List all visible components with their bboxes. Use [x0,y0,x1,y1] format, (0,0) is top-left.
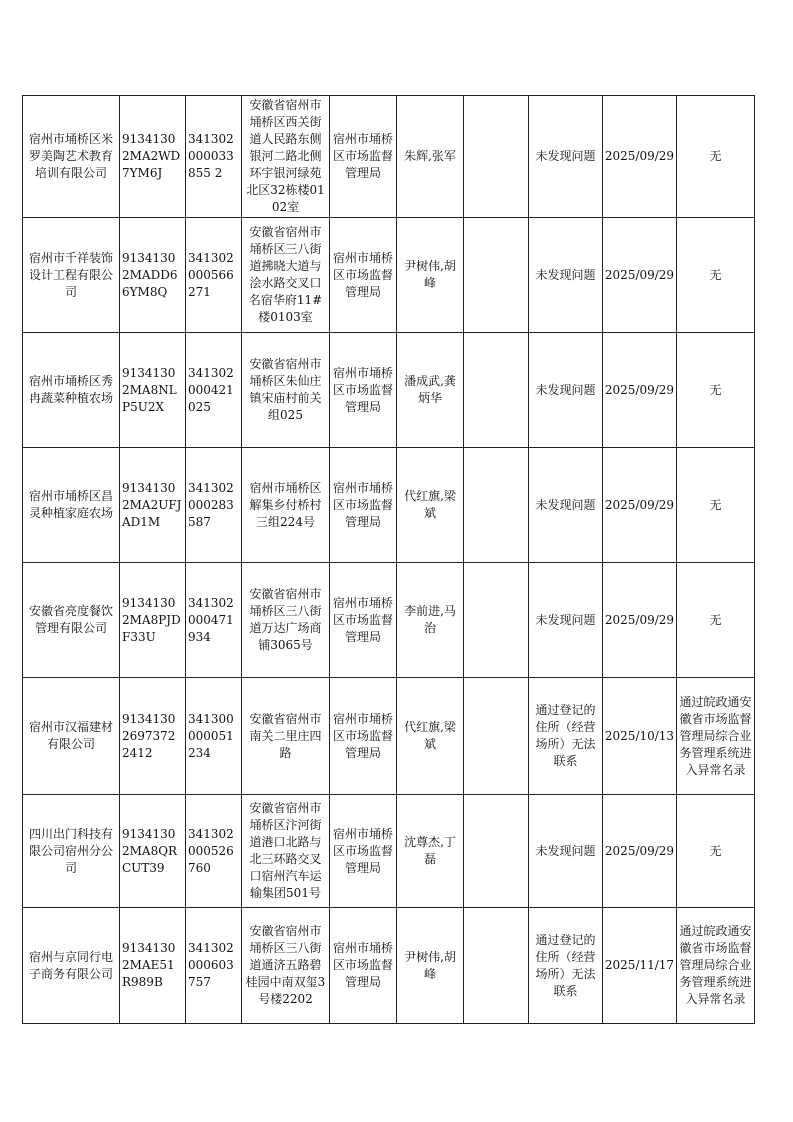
authority-cell: 宿州市埇桥区市场监督管理局 [330,218,397,333]
measure-cell: 无 [677,218,755,333]
authority-cell: 宿州市埇桥区市场监督管理局 [330,96,397,218]
inspection-records-table [22,95,755,1024]
blank-cell [464,563,529,678]
company-name-cell: 宿州市埇桥区昌灵种植家庭农场 [23,448,120,563]
inspection-date-cell: 2025/09/29 [603,795,677,908]
credit-code-cell: 91341302MA8NLP5U2X [120,333,186,448]
address-cell: 安徽省宿州市埇桥区汴河街道港口北路与北三环路交叉口宿州汽车运输集团501号 [242,795,330,908]
registration-number-cell: 341300000051234 [186,678,242,795]
address-cell: 安徽省宿州市南关二里庄四路 [242,678,330,795]
credit-code-cell: 913413026973722412 [120,678,186,795]
credit-code-cell: 91341302MA8QRCUT39 [120,795,186,908]
result-cell: 未发现问题 [529,218,603,333]
measure-cell: 通过皖政通安徽省市场监督管理局综合业务管理系统进入异常名录 [677,678,755,795]
registration-number-cell: 341302000471934 [186,563,242,678]
registration-number-cell: 341302000421025 [186,333,242,448]
table-row [23,218,755,333]
registration-number-cell: 341302000566271 [186,218,242,333]
credit-code-cell: 91341302MA2WD7YM6J [120,96,186,218]
measure-cell: 无 [677,795,755,908]
result-cell: 未发现问题 [529,795,603,908]
table-row [23,908,755,1024]
result-cell: 未发现问题 [529,333,603,448]
address-cell: 安徽省宿州市埇桥区朱仙庄镇宋庙村前关组025 [242,333,330,448]
registration-number-cell: 341302000033855 2 [186,96,242,218]
registration-number-cell: 341302000603757 [186,908,242,1024]
result-cell: 通过登记的住所（经营场所）无法联系 [529,678,603,795]
table-row [23,96,755,218]
measure-cell: 无 [677,448,755,563]
blank-cell [464,96,529,218]
credit-code-cell: 91341302MA2UFJAD1M [120,448,186,563]
company-name-cell: 宿州市埇桥区米罗美陶艺术教育培训有限公司 [23,96,120,218]
inspection-date-cell: 2025/09/29 [603,96,677,218]
table-body [23,96,755,1024]
registration-number-cell: 341302000526760 [186,795,242,908]
address-cell: 安徽省宿州市埇桥区三八街道通济五路碧桂园中南双玺3号楼2202 [242,908,330,1024]
inspectors-cell: 沈尊杰,丁磊 [397,795,464,908]
inspection-date-cell: 2025/10/13 [603,678,677,795]
table-row [23,333,755,448]
company-name-cell: 四川出门科技有限公司宿州分公司 [23,795,120,908]
inspection-date-cell: 2025/09/29 [603,333,677,448]
credit-code-cell: 91341302MAE51R989B [120,908,186,1024]
inspectors-cell: 尹树伟,胡峰 [397,218,464,333]
address-cell: 宿州市埇桥区解集乡付桥村三组224号 [242,448,330,563]
credit-code-cell: 91341302MADD66YM8Q [120,218,186,333]
authority-cell: 宿州市埇桥区市场监督管理局 [330,448,397,563]
registration-number-cell: 341302000283587 [186,448,242,563]
authority-cell: 宿州市埇桥区市场监督管理局 [330,333,397,448]
blank-cell [464,218,529,333]
inspection-date-cell: 2025/09/29 [603,448,677,563]
table-row [23,678,755,795]
measure-cell: 无 [677,96,755,218]
table-row [23,563,755,678]
result-cell: 未发现问题 [529,96,603,218]
company-name-cell: 宿州市千祥装饰设计工程有限公司 [23,218,120,333]
blank-cell [464,678,529,795]
company-name-cell: 宿州与京同行电子商务有限公司 [23,908,120,1024]
address-cell: 安徽省宿州市埇桥区三八街道拂晓大道与浍水路交叉口名宿华府11#楼0103室 [242,218,330,333]
company-name-cell: 安徽省亮度餐饮管理有限公司 [23,563,120,678]
inspectors-cell: 朱辉,张军 [397,96,464,218]
company-name-cell: 宿州市汉福建材有限公司 [23,678,120,795]
result-cell: 未发现问题 [529,563,603,678]
inspectors-cell: 代红旗,梁斌 [397,678,464,795]
result-cell: 未发现问题 [529,448,603,563]
inspectors-cell: 潘成武,龚炳华 [397,333,464,448]
address-cell: 安徽省宿州市埇桥区西关街道人民路东侧银河二路北侧环宇银河绿苑北区32栋楼0102室 [242,96,330,218]
table-row [23,448,755,563]
inspectors-cell: 尹树伟,胡峰 [397,908,464,1024]
company-name-cell: 宿州市埇桥区秀冉蔬菜种植农场 [23,333,120,448]
inspection-date-cell: 2025/11/17 [603,908,677,1024]
inspection-date-cell: 2025/09/29 [603,218,677,333]
credit-code-cell: 91341302MA8PJDF33U [120,563,186,678]
authority-cell: 宿州市埇桥区市场监督管理局 [330,795,397,908]
address-cell: 安徽省宿州市埇桥区三八街道万达广场商铺3065号 [242,563,330,678]
measure-cell: 通过皖政通安徽省市场监督管理局综合业务管理系统进入异常名录 [677,908,755,1024]
blank-cell [464,333,529,448]
inspectors-cell: 代红旗,梁斌 [397,448,464,563]
authority-cell: 宿州市埇桥区市场监督管理局 [330,563,397,678]
blank-cell [464,908,529,1024]
measure-cell: 无 [677,563,755,678]
inspectors-cell: 李前进,马治 [397,563,464,678]
table-row [23,795,755,908]
measure-cell: 无 [677,333,755,448]
blank-cell [464,795,529,908]
authority-cell: 宿州市埇桥区市场监督管理局 [330,678,397,795]
result-cell: 通过登记的住所（经营场所）无法联系 [529,908,603,1024]
authority-cell: 宿州市埇桥区市场监督管理局 [330,908,397,1024]
blank-cell [464,448,529,563]
inspection-date-cell: 2025/09/29 [603,563,677,678]
